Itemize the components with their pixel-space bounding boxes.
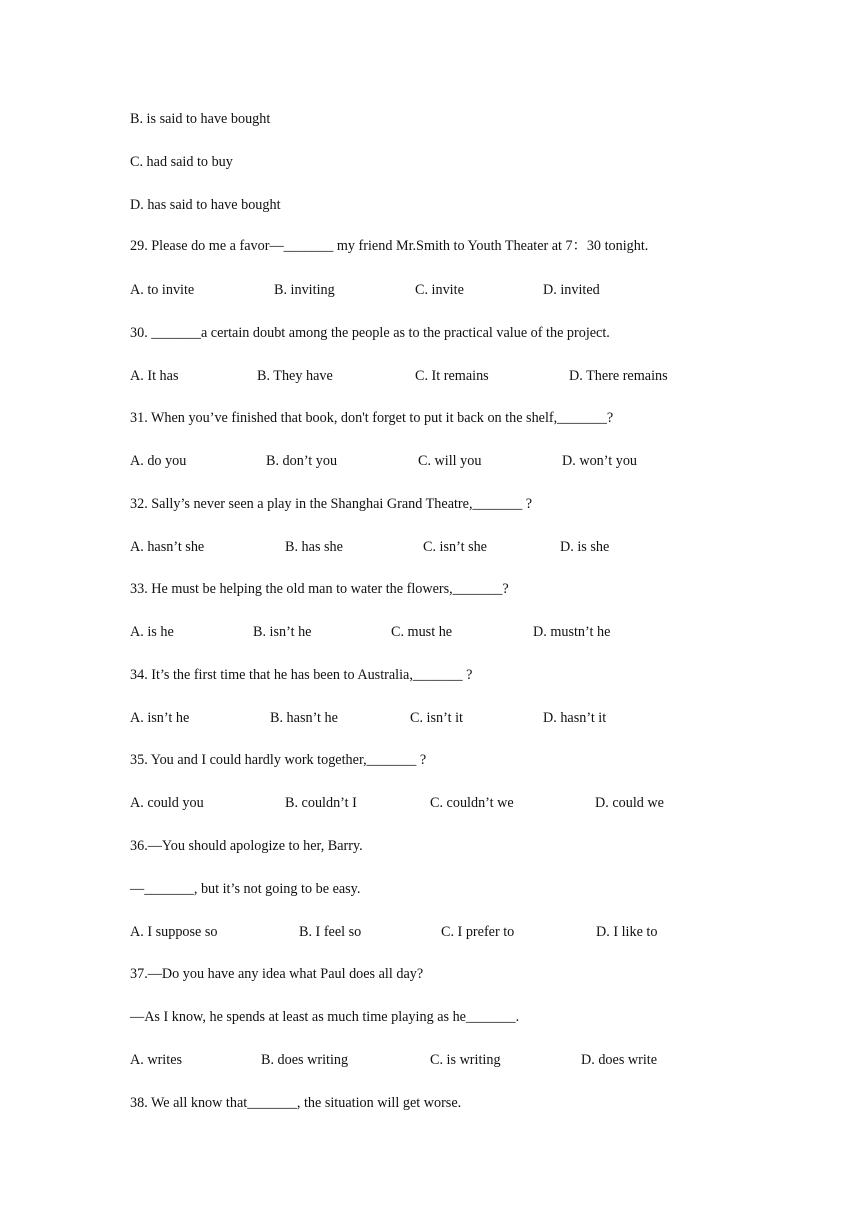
option-a: A. It has [130, 368, 179, 384]
option-d: D. won’t you [562, 453, 638, 469]
option-d: D. could we [595, 795, 664, 811]
option-c: C. isn’t it [410, 710, 463, 726]
option-c: C. will you [418, 453, 482, 469]
option-c: C. couldn’t we [430, 795, 514, 811]
option-b: B. inviting [274, 282, 335, 298]
option-d: D. invited [543, 282, 600, 298]
option-c: C. invite [415, 282, 464, 298]
option-d: D. is she [560, 539, 610, 555]
option-c: C. I prefer to [441, 924, 515, 940]
option-d: D. hasn’t it [543, 710, 607, 726]
option-d: D. I like to [596, 924, 658, 940]
option-c: C. must he [391, 624, 453, 640]
question-36-reply: —_______, but it’s not going to be easy. [130, 881, 361, 897]
question-35: 35. You and I could hardly work together,_______ ? [130, 752, 427, 768]
question-33: 33. He must be helping the old man to water the flowers,_______? [130, 581, 509, 597]
question-38: 38. We all know that_______, the situation will get worse. [130, 1095, 462, 1111]
question-37-reply: —As I know, he spends at least as much time playing as he_______. [130, 1009, 520, 1025]
option-b: B. hasn’t he [270, 710, 338, 726]
option-line: C. had said to buy [130, 154, 233, 170]
option-a: A. do you [130, 453, 187, 469]
option-b: B. They have [257, 368, 333, 384]
option-a: A. hasn’t she [130, 539, 205, 555]
option-c: C. isn’t she [423, 539, 487, 555]
question-34: 34. It’s the first time that he has been to Australia,_______ ? [130, 667, 473, 683]
option-c: C. is writing [430, 1052, 501, 1068]
option-a: A. could you [130, 795, 204, 811]
question-31: 31. When you’ve finished that book, don't forget to put it back on the shelf,_______? [130, 410, 614, 426]
option-b: B. I feel so [299, 924, 362, 940]
option-b: B. couldn’t I [285, 795, 357, 811]
option-b: B. don’t you [266, 453, 338, 469]
option-a: A. to invite [130, 282, 195, 298]
option-c: C. It remains [415, 368, 489, 384]
option-line: D. has said to have bought [130, 197, 281, 213]
question-37: 37.—Do you have any idea what Paul does all day? [130, 966, 424, 982]
question-30: 30. _______a certain doubt among the people as to the practical value of the project. [130, 325, 610, 341]
option-a: A. I suppose so [130, 924, 218, 940]
option-b: B. has she [285, 539, 343, 555]
question-36: 36.—You should apologize to her, Barry. [130, 838, 363, 854]
option-a: A. writes [130, 1052, 183, 1068]
question-32: 32. Sally’s never seen a play in the Shanghai Grand Theatre,_______ ? [130, 496, 533, 512]
question-29: 29. Please do me a favor—_______ my friend Mr.Smith to Youth Theater at 7：30 tonight. [130, 238, 649, 254]
option-d: D. does write [581, 1052, 658, 1068]
option-a: A. isn’t he [130, 710, 190, 726]
option-b: B. does writing [261, 1052, 349, 1068]
option-line: B. is said to have bought [130, 111, 271, 127]
option-a: A. is he [130, 624, 174, 640]
option-d: D. mustn’t he [533, 624, 611, 640]
option-b: B. isn’t he [253, 624, 312, 640]
option-d: D. There remains [569, 368, 668, 384]
